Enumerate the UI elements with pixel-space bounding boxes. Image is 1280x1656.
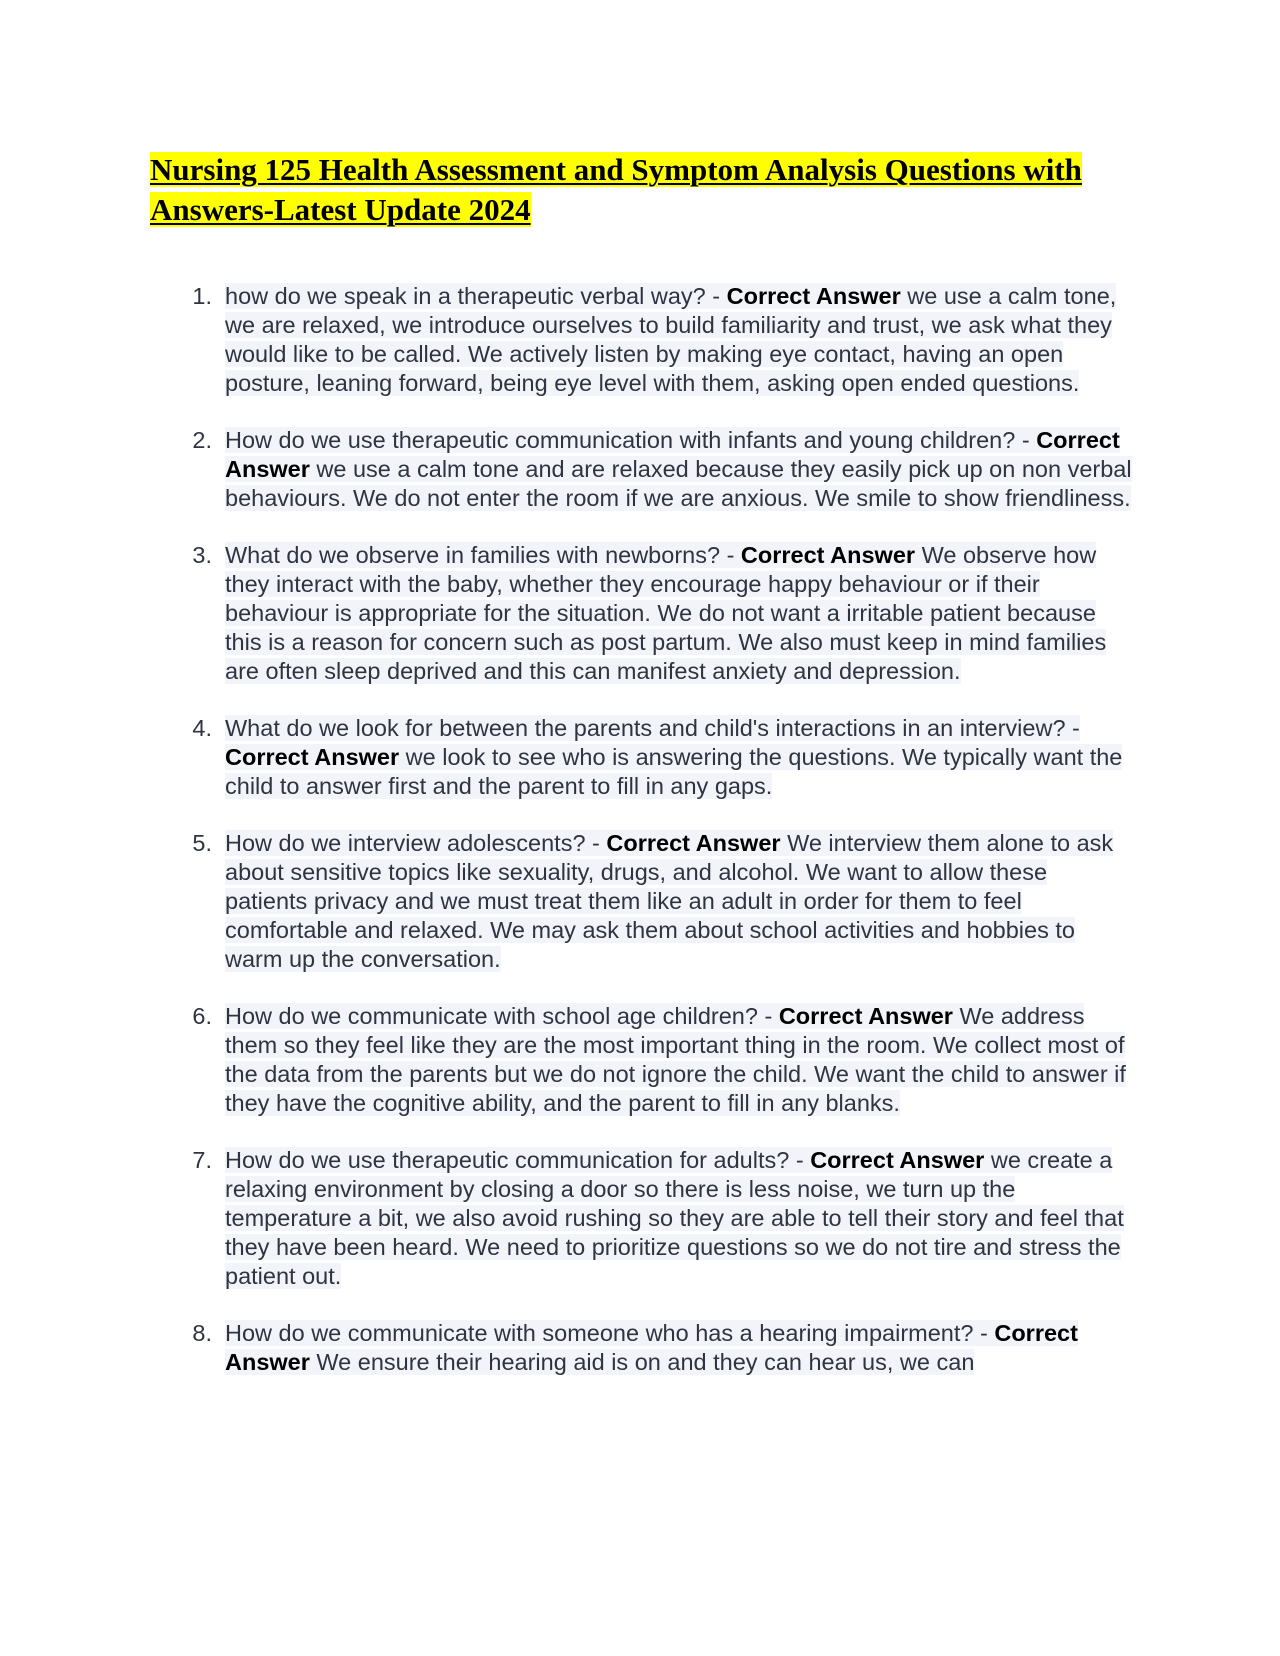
answer-text: we use a calm tone, we are relaxed, we introduce ourselves to build familiarity and trust, we ask what they would like to be called. We actively listen by making eye contact, having an open posture, leaning forward, being eye level with them, asking open ended questions. [225,283,1117,396]
list-item [150,426,1135,513]
item-text [225,282,1135,398]
item-text [225,541,1135,686]
answer-label: Correct Answer [225,427,1120,482]
item-text [225,1002,1135,1118]
item-text [225,426,1135,513]
answer-text: we look to see who is answering the questions. We typically want the child to answer first and the parent to fill in any gaps. [225,744,1123,799]
list-item [150,1002,1135,1118]
question-text: how do we speak in a therapeutic verbal way? - [225,283,727,309]
item-number: 8. [192,1320,212,1346]
item-text [225,1146,1135,1291]
question-text: What do we look for between the parents and child's interactions in an interview? - [225,715,1080,741]
answer-text: We ensure their hearing aid is on and they can hear us, we can [309,1349,975,1375]
answer-text: We interview them alone to ask about sensitive topics like sexuality, drugs, and alcohol. We want to allow these patients privacy and we must treat them like an adult in order for them to feel comfortable and relaxed. We may ask them about school activities and hobbies to warm up the conversation. [225,830,1114,972]
item-number: 6. [192,1003,212,1029]
document-title [150,150,1130,230]
list-item [150,282,1135,398]
answer-label: Correct Answer [225,744,400,770]
item-text [225,714,1135,801]
question-text: How do we communicate with school age children? - [225,1003,779,1029]
item-number: 1. [192,283,212,309]
list-item [150,829,1135,974]
answer-label: Correct Answer [726,283,901,309]
item-number: 7. [192,1147,212,1173]
answer-text: we use a calm tone and are relaxed because they easily pick up on non verbal behaviours. We do not enter the room if we are anxious. We smile to show friendliness. [225,456,1132,511]
list-item [150,1146,1135,1291]
question-text: How do we interview adolescents? - [225,830,607,856]
document-title-text: Nursing 125 Health Assessment and Symptom Analysis Questions with Answers-Latest Update 2024 [150,152,1082,227]
list-item [150,541,1135,686]
item-text [225,1319,1135,1377]
list-item [150,1319,1135,1377]
answer-label: Correct Answer [778,1003,953,1029]
item-number: 2. [192,427,212,453]
item-number: 3. [192,542,212,568]
item-text [225,829,1135,974]
question-text: How do we communicate with someone who has a hearing impairment? - [225,1320,995,1346]
answer-label: Correct Answer [810,1147,985,1173]
question-text: How do we use therapeutic communication with infants and young children? - [225,427,1037,453]
answer-text: We address them so they feel like they are the most important thing in the room. We collect most of the data from the parents but we do not ignore the child. We want the child to answer if they have the cognitive ability, and the parent to fill in any blanks. [225,1003,1126,1116]
question-text: What do we observe in families with newborns? - [225,542,741,568]
answer-label: Correct Answer [606,830,781,856]
list-item [150,714,1135,801]
qa-list [150,282,1135,1405]
answer-label: Correct Answer [740,542,916,568]
question-text: How do we use therapeutic communication for adults? - [225,1147,811,1173]
answer-label: Correct Answer [225,1320,1078,1375]
item-number: 5. [192,830,212,856]
item-number: 4. [192,715,212,741]
answer-text: We observe how they interact with the baby, whether they encourage happy behaviour or if their behaviour is appropriate for the situation. We do not want a irritable patient because this is a reason for concern such as post partum. We also must keep in mind families are often sleep deprived and this can manifest anxiety and depression. [225,542,1107,684]
answer-text: we create a relaxing environment by closing a door so there is less noise, we turn up the temperature a bit, we also avoid rushing so they are able to tell their story and feel that they have been heard. We need to prioritize questions so we do not tire and stress the patient out. [225,1147,1124,1289]
